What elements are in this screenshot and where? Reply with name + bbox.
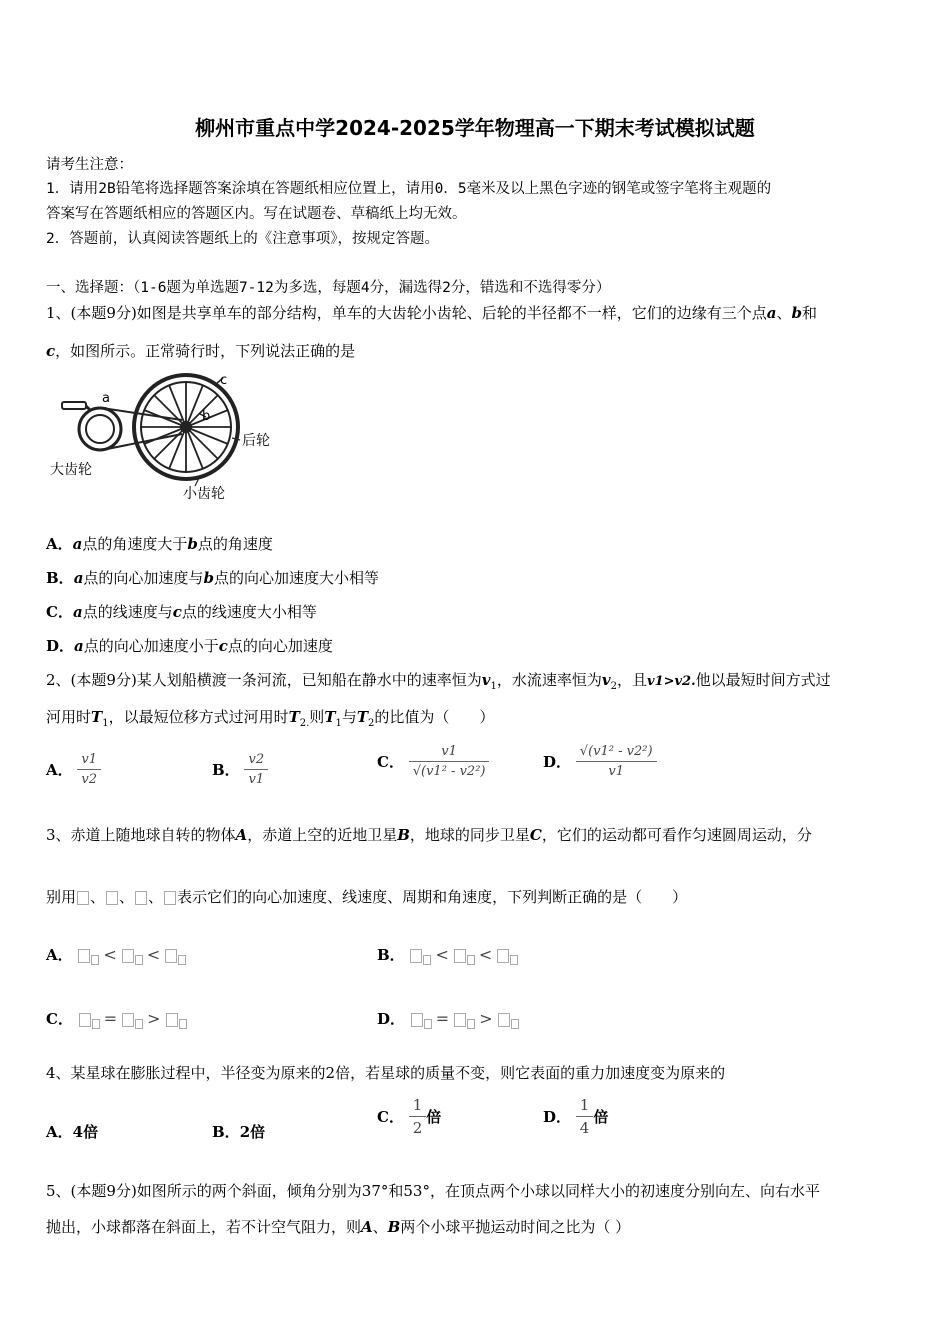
missing-symbol-icon	[411, 1013, 423, 1027]
q5-line-2: 抛出，小球都落在斜面上，若不计空气阻力，则A、B两个小球平抛运动时间之比为（ ）	[46, 1218, 631, 1236]
fraction: $\frac{1}{2}$	[409, 1096, 427, 1137]
fraction: $\frac{\text{√(v1² - v2²)}}{v1}$	[576, 744, 657, 779]
fraction: $\frac{v1}{\text{√(v1² - v2²)}}$	[409, 744, 490, 779]
missing-symbol-icon	[78, 949, 90, 963]
q4-option-d[interactable]: D． $\frac{1}{4}$ 倍	[543, 1096, 609, 1137]
fraction: $\frac{v2}{v1}$	[244, 752, 268, 787]
q2-option-d[interactable]: D． $\frac{\text{√(v1² - v2²)}}{v1}$	[543, 744, 657, 779]
q4-option-b[interactable]: B．2倍	[212, 1123, 266, 1141]
fraction: $\frac{v1}{v2}$	[77, 752, 101, 787]
fraction: $\frac{1}{4}$	[576, 1096, 594, 1137]
missing-symbol-icon	[410, 949, 422, 963]
q4-text: 4、某星球在膨胀过程中，半径变为原来的2倍，若星球的质量不变，则它表面的重力加速度变为原来的	[46, 1064, 726, 1082]
fig-label-rear: 后轮	[242, 433, 270, 449]
q1-line-2: c，如图所示。正常骑行时，下列说法正确的是	[46, 342, 356, 360]
q1-option-c[interactable]: C．a点的线速度与c点的线速度大小相等	[46, 603, 317, 621]
missing-symbol-icon	[454, 949, 466, 963]
wheel-spokes	[141, 382, 231, 472]
missing-symbol-icon	[165, 949, 177, 963]
missing-symbol-icon	[122, 1013, 134, 1027]
q3-option-c[interactable]: C． = >	[46, 1008, 187, 1029]
q3-option-b[interactable]: B． < <	[377, 944, 518, 965]
q2-line-2: 河用时$T_1$，以最短位移方式过河用时$T_{2.}$则$T_1$与$T_2$的比值为（ ）	[46, 708, 495, 729]
fig-label-small-gear: 小齿轮	[183, 486, 225, 502]
fig-label-b: b	[202, 409, 211, 424]
notice-line-2: 2．答题前，认真阅读答题纸上的《注意事项》，按规定答题。	[46, 231, 439, 247]
pedal-shape	[62, 402, 86, 409]
missing-symbol-icon	[106, 891, 118, 905]
fig-label-c: c	[220, 373, 228, 388]
missing-symbol-icon	[135, 891, 147, 905]
notice-line-1b: 答案写在答题纸相应的答题区内。写在试题卷、草稿纸上均无效。	[46, 206, 467, 222]
page-title: 柳州市重点中学2024-2025学年物理高一下期末考试模拟试题	[195, 116, 755, 140]
q3-line-2: 别用 、 、 、 表示它们的向心加速度、线速度、周期和角速度，下列判断正确的是（ ）	[46, 888, 688, 906]
missing-symbol-icon	[498, 1013, 510, 1027]
q1-option-b[interactable]: B．a点的向心加速度与b点的向心加速度大小相等	[46, 569, 379, 587]
q5-line-1: 5、(本题9分)如图所示的两个斜面，倾角分别为37°和53°，在顶点两个小球以同样大小的初速度分别向左、向右水平	[46, 1182, 820, 1200]
fig-label-big-gear: 大齿轮	[50, 462, 92, 478]
q2-option-a[interactable]: A． $\frac{v1}{v2}$	[46, 752, 101, 787]
q1-line-1: 1、(本题9分)如图是共享单车的部分结构，单车的大齿轮小齿轮、后轮的半径都不一样，它们的边缘有三个点a、b和	[46, 304, 818, 322]
missing-symbol-icon	[77, 891, 89, 905]
q2-line-1: 2、(本题9分)某人划船横渡一条河流，已知船在静水中的速率恒为$v_1$，水流速率恒为$v_2$，且v1>v2.他以最短时间方式过	[46, 671, 831, 692]
q3-option-a[interactable]: A． < <	[46, 944, 186, 965]
q1-option-d[interactable]: D．a点的向心加速度小于c点的向心加速度	[46, 637, 333, 655]
missing-symbol-icon	[497, 949, 509, 963]
missing-symbol-icon	[166, 1013, 178, 1027]
bicycle-figure	[50, 372, 290, 507]
q3-option-d[interactable]: D． = >	[377, 1008, 519, 1029]
notice-line-1: 1．请用2B铅笔将选择题答案涂填在答题纸相应位置上，请用0．5毫米及以上黑色字迹的钢笔或签字笔将主观题的	[46, 181, 772, 197]
q2-option-c[interactable]: C． $\frac{v1}{\text{√(v1² - v2²)}}$	[377, 744, 489, 779]
missing-symbol-icon	[122, 949, 134, 963]
missing-symbol-icon	[454, 1013, 466, 1027]
section-heading: 一、选择题：（1-6题为单选题7-12为多选，每题4分，漏选得2分，错选和不选得零分）	[46, 280, 611, 296]
q2-option-b[interactable]: B． $\frac{v2}{v1}$	[212, 752, 268, 787]
notice-heading: 请考生注意：	[46, 157, 133, 173]
fig-label-a: a	[102, 391, 110, 406]
missing-symbol-icon	[79, 1013, 91, 1027]
q3-line-1: 3、赤道上随地球自转的物体A，赤道上空的近地卫星B，地球的同步卫星C，它们的运动都可看作匀速圆周运动，分	[46, 826, 812, 844]
q1-option-a[interactable]: A．a点的角速度大于b点的角速度	[46, 535, 273, 553]
q4-option-c[interactable]: C． $\frac{1}{2}$ 倍	[377, 1096, 442, 1137]
missing-symbol-icon	[164, 891, 176, 905]
q4-option-a[interactable]: A．4倍	[46, 1123, 99, 1141]
